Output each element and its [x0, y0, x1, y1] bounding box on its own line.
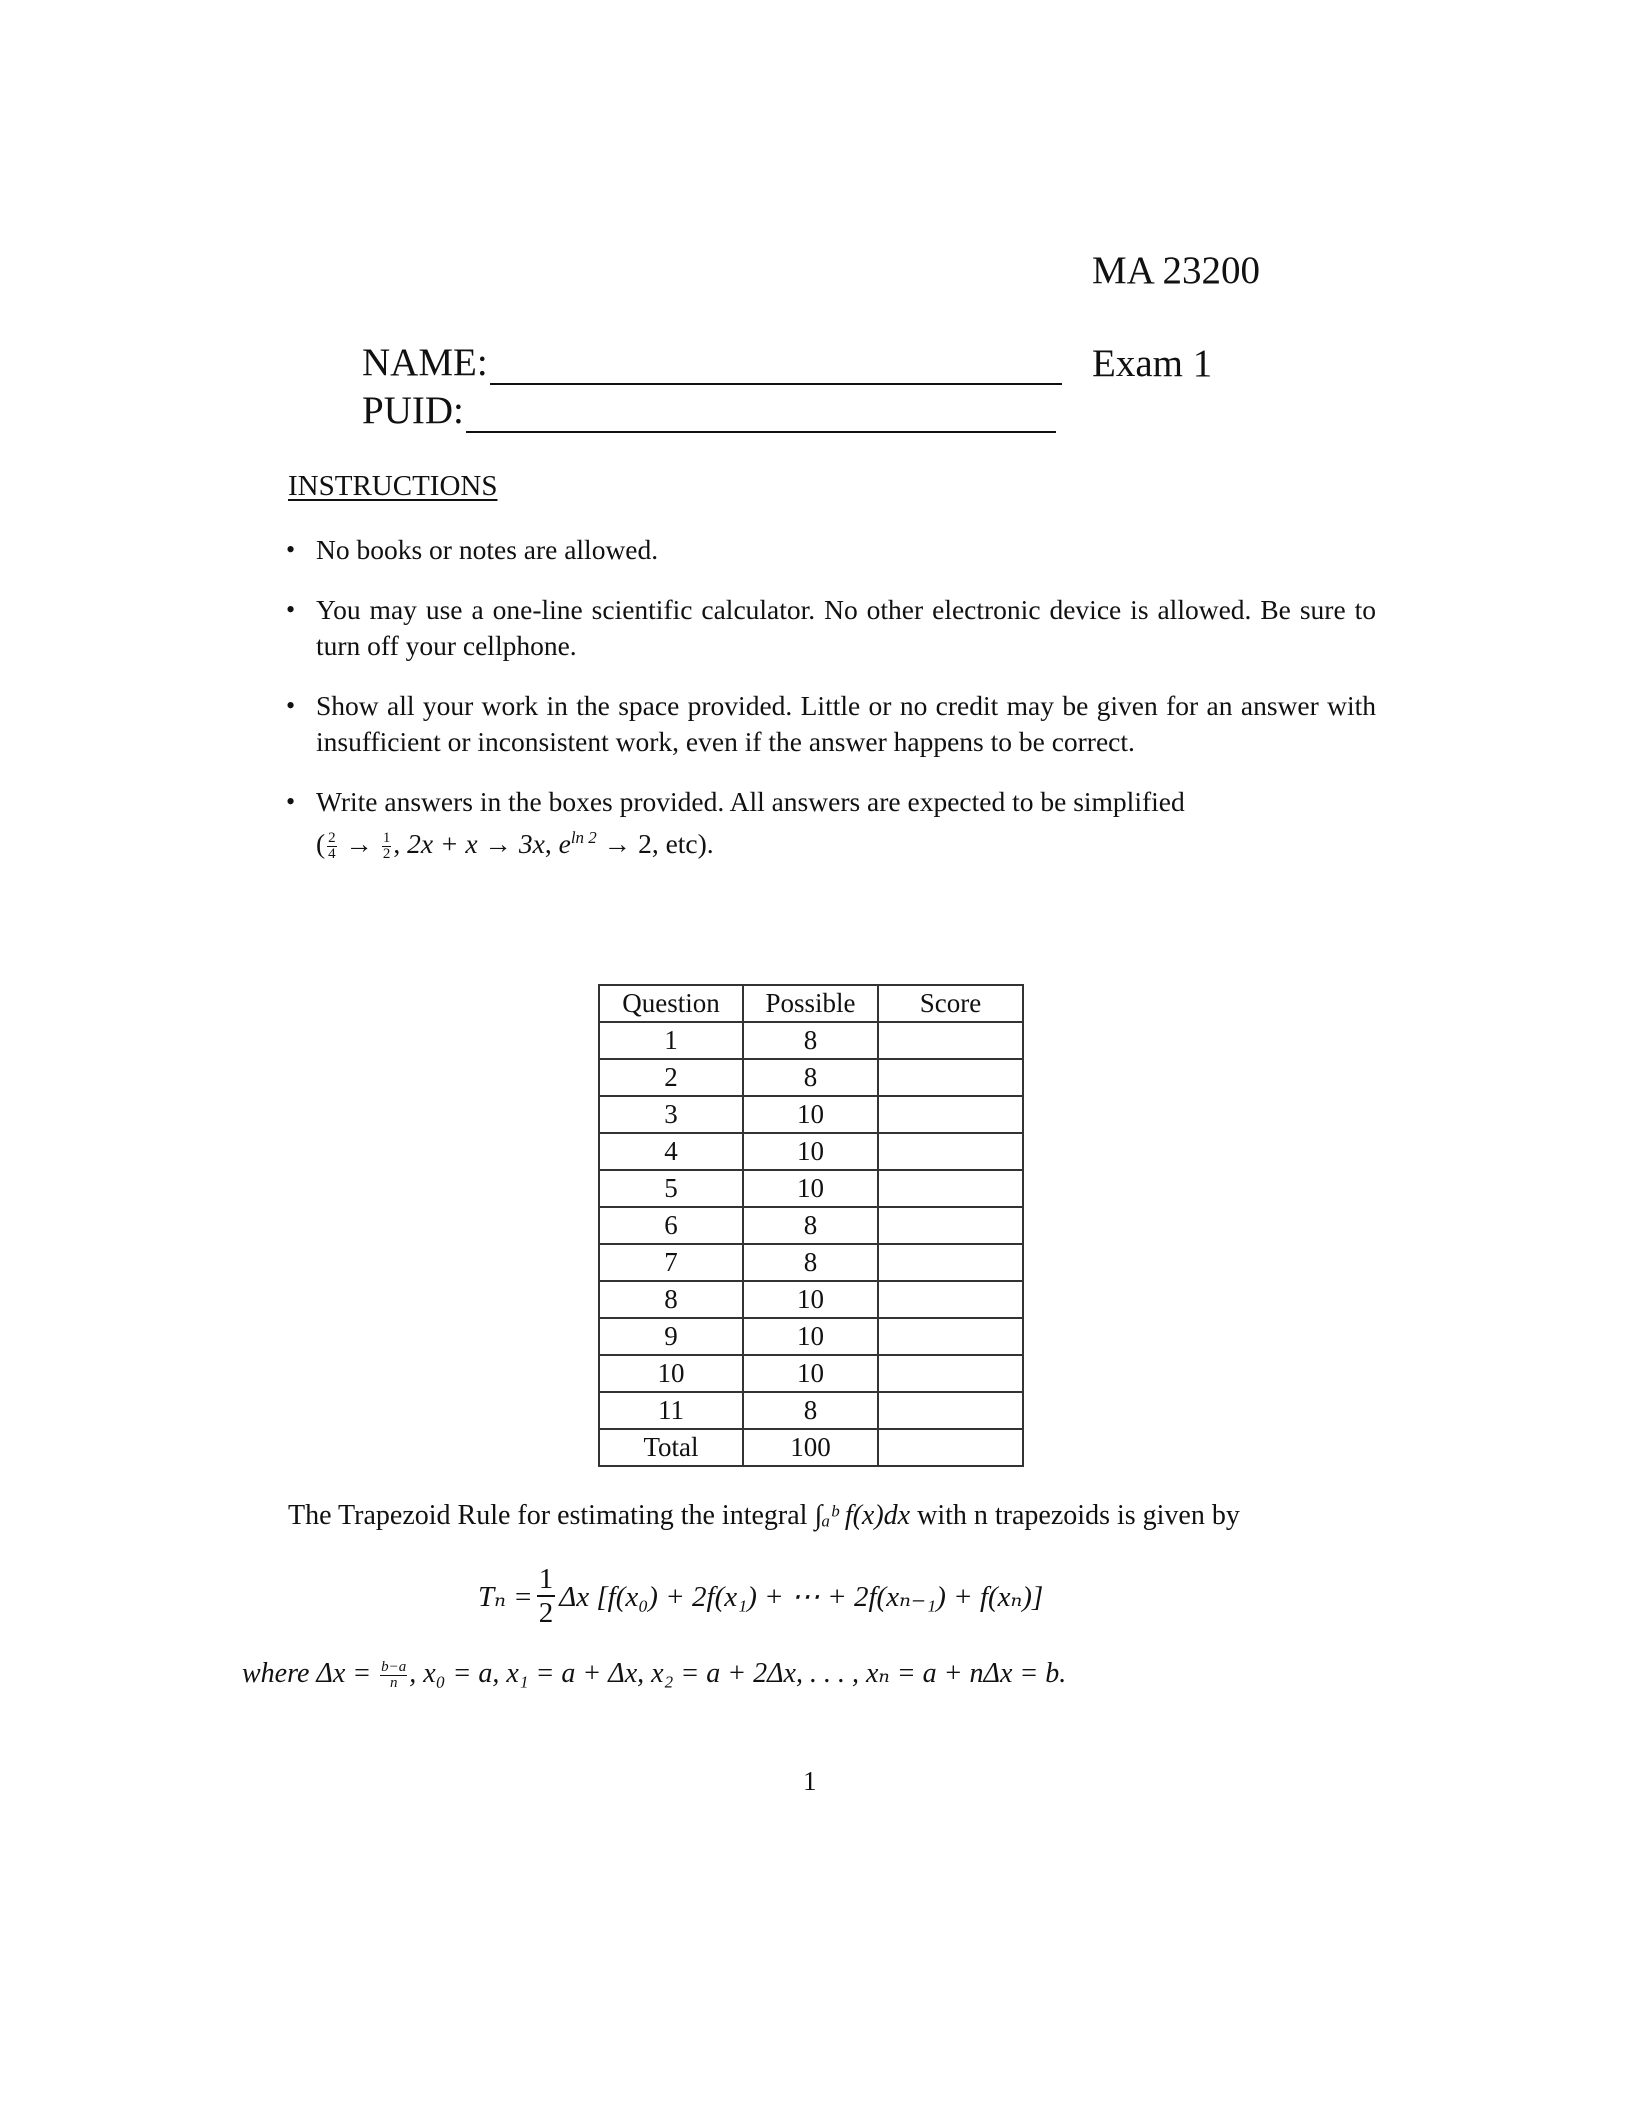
question-cell: 1 — [599, 1022, 743, 1059]
score-cell[interactable] — [878, 1096, 1023, 1133]
possible-cell: 8 — [743, 1022, 878, 1059]
exam-title: Exam 1 — [1092, 342, 1213, 385]
table-row — [599, 1207, 1023, 1244]
name-blank-line — [490, 343, 1062, 385]
puid-label: PUID: — [362, 389, 464, 432]
instruction-item — [286, 784, 1376, 862]
question-cell: Total — [599, 1429, 743, 1466]
instruction-item — [286, 688, 1376, 760]
fraction-denominator: 2 — [382, 846, 391, 863]
table-row — [599, 1096, 1023, 1133]
page-number: 1 — [803, 1766, 817, 1796]
possible-cell: 10 — [743, 1318, 878, 1355]
question-cell: 2 — [599, 1059, 743, 1096]
question-cell: 9 — [599, 1318, 743, 1355]
score-cell[interactable] — [878, 1429, 1023, 1466]
possible-cell: 10 — [743, 1281, 878, 1318]
table-row — [599, 1318, 1023, 1355]
half-fraction — [537, 1563, 556, 1629]
possible-cell: 8 — [743, 1244, 878, 1281]
possible-cell: 8 — [743, 1207, 878, 1244]
name-label: NAME: — [362, 341, 488, 384]
trapezoid-intro — [288, 1500, 1240, 1532]
question-cell: 4 — [599, 1133, 743, 1170]
possible-cell: 10 — [743, 1170, 878, 1207]
table-row — [599, 1133, 1023, 1170]
trapezoid-formula — [478, 1563, 1043, 1629]
question-cell: 7 — [599, 1244, 743, 1281]
formula-rhs: Δx [f(x₀) + 2f(x₁) + ⋯ + 2f(xₙ₋₁) + f(xₙ)] — [559, 1580, 1044, 1613]
example-expression: 2x + x → 3x — [407, 828, 545, 860]
column-header: Question — [599, 985, 743, 1022]
example-result: → 2, etc). — [603, 828, 714, 860]
question-cell: 8 — [599, 1281, 743, 1318]
table-row — [599, 1022, 1023, 1059]
where-line — [242, 1656, 1066, 1691]
example-base: e — [558, 828, 571, 860]
instruction-item — [286, 532, 1376, 568]
instructions-heading: INSTRUCTIONS — [288, 470, 498, 502]
intro-text-end: with n trapezoids is given by — [917, 1500, 1240, 1531]
example-exponent: ln 2 — [570, 828, 597, 847]
table-header-row — [599, 985, 1023, 1022]
score-table — [598, 984, 1024, 1467]
simplify-examples: ( $\frac{2}{4}$ → $\frac{1}{2}$ , 2x + x → 3x, $e^{ln 2} \to 2$, etc). — [316, 828, 714, 863]
score-cell[interactable] — [878, 1318, 1023, 1355]
integral-expression: ∫ₐᵇ f(x)dx — [814, 1500, 911, 1531]
possible-cell: 10 — [743, 1355, 878, 1392]
fraction — [382, 831, 392, 862]
score-cell[interactable] — [878, 1170, 1023, 1207]
question-cell: 6 — [599, 1207, 743, 1244]
name-field — [362, 340, 1062, 385]
dx-fraction — [380, 1660, 407, 1691]
score-cell[interactable] — [878, 1059, 1023, 1096]
fraction-denominator: 2 — [538, 1597, 554, 1629]
score-cell[interactable] — [878, 1355, 1023, 1392]
puid-field — [362, 388, 1056, 433]
possible-cell: 100 — [743, 1429, 878, 1466]
possible-cell: 8 — [743, 1059, 878, 1096]
question-cell: 3 — [599, 1096, 743, 1133]
fraction — [327, 831, 337, 862]
table-row — [599, 1392, 1023, 1429]
score-cell[interactable] — [878, 1133, 1023, 1170]
instruction-text: Show all your work in the space provided. Little or no credit may be given for an answer with insufficient or inconsistent work, even if the answer happens to be correct. — [316, 690, 1376, 757]
column-header: Score — [878, 985, 1023, 1022]
column-header: Possible — [743, 985, 878, 1022]
score-cell[interactable] — [878, 1281, 1023, 1318]
instruction-text: You may use a one-line scientific calculator. No other electronic device is allowed. Be sure to turn off your cellphone. — [316, 594, 1376, 661]
table-row — [599, 1355, 1023, 1392]
possible-cell: 10 — [743, 1133, 878, 1170]
table-row — [599, 1281, 1023, 1318]
formula-lhs: Tₙ = — [478, 1580, 533, 1613]
where-end: , x₀ = a, x₁ = a + Δx, x₂ = a + 2Δx, . . . , xₙ = a + nΔx = b. — [409, 1658, 1067, 1689]
table-row — [599, 1244, 1023, 1281]
instruction-text: Write answers in the boxes provided. All answers are expected to be simplified — [316, 786, 1185, 817]
fraction-numerator: b−a — [381, 1659, 407, 1676]
puid-blank-line — [466, 391, 1056, 433]
score-cell[interactable] — [878, 1022, 1023, 1059]
score-cell[interactable] — [878, 1207, 1023, 1244]
instruction-text: No books or notes are allowed. — [316, 534, 659, 565]
fraction-numerator: 1 — [538, 1563, 554, 1595]
score-cell[interactable] — [878, 1244, 1023, 1281]
possible-cell: 8 — [743, 1392, 878, 1429]
instructions-list — [286, 532, 1376, 862]
question-cell: 10 — [599, 1355, 743, 1392]
fraction-denominator: n — [389, 1675, 398, 1692]
course-code: MA 23200 — [1092, 249, 1260, 292]
question-cell: 11 — [599, 1392, 743, 1429]
instruction-item — [286, 592, 1376, 664]
table-row — [599, 1059, 1023, 1096]
fraction-numerator: 1 — [382, 830, 391, 847]
fraction-numerator: 2 — [328, 830, 336, 847]
possible-cell: 10 — [743, 1096, 878, 1133]
table-row — [599, 1429, 1023, 1466]
score-cell[interactable] — [878, 1392, 1023, 1429]
intro-text: The Trapezoid Rule for estimating the integral — [288, 1500, 808, 1531]
fraction-denominator: 4 — [328, 846, 336, 863]
question-cell: 5 — [599, 1170, 743, 1207]
where-start: where Δx = — [242, 1658, 372, 1689]
table-row — [599, 1170, 1023, 1207]
